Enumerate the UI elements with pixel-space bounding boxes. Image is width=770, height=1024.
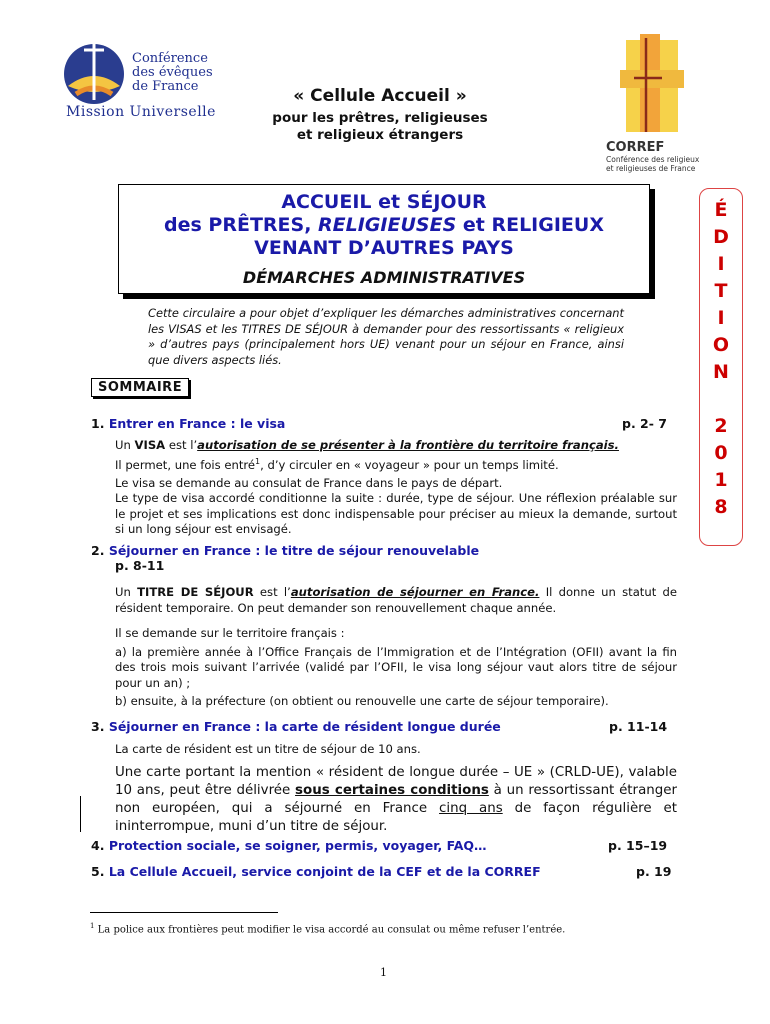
- edition-letter: [700, 386, 742, 413]
- section-3-body: [115, 742, 677, 836]
- section-number: 4.: [91, 838, 105, 853]
- s2-p1: [115, 585, 677, 616]
- section-3-heading: [91, 719, 501, 734]
- title-line1: ACCUEIL et SÉJOUR: [281, 191, 487, 213]
- title-line2-b: RELIGIEUSES: [318, 214, 457, 236]
- edition-letter: T: [714, 280, 728, 302]
- footnote: [90, 922, 565, 935]
- title-box: [118, 184, 650, 294]
- footnote-ref: 1: [255, 456, 261, 466]
- edition-letter: 2: [714, 415, 728, 437]
- corref-sub1: Conférence des religieux: [606, 155, 700, 164]
- mission-universelle: Mission Universelle: [66, 104, 216, 120]
- title-line2-c: et RELIGIEUX: [456, 214, 604, 236]
- section-2-body: [115, 585, 677, 710]
- s2-p1-a: Un: [115, 585, 138, 599]
- edition-badge: [699, 188, 743, 546]
- cellule-sub2: et religieux étrangers: [296, 127, 464, 143]
- section-1-heading: [91, 416, 285, 431]
- section-title: Séjourner en France : le titre de séjour renouvelable: [108, 543, 480, 558]
- cellule-header: [230, 86, 530, 144]
- corref-sub2: et religieuses de France: [606, 164, 696, 173]
- s1-p3: Le visa se demande au consulat de France dans le pays de départ.: [115, 475, 503, 490]
- corref-mark-icon: [604, 30, 704, 136]
- s3-p2-d: cinq ans: [439, 800, 503, 816]
- cef-line: des évêques: [132, 65, 213, 80]
- section-2-page: p. 8-11: [115, 558, 165, 573]
- section-number: 2.: [91, 543, 105, 558]
- section-5-heading: [91, 864, 541, 879]
- edition-letter: D: [713, 226, 729, 248]
- s1-p1: [115, 438, 677, 454]
- cef-line: de France: [132, 79, 199, 94]
- section-number: 3.: [91, 719, 105, 734]
- edition-letter: I: [717, 307, 725, 329]
- footnote-number: 1: [90, 922, 95, 930]
- edition-letter: É: [714, 199, 728, 221]
- footnote-separator: [90, 912, 278, 913]
- section-number: 1.: [91, 416, 105, 431]
- edition-letter: 0: [714, 442, 728, 464]
- footnote-text: La police aux frontières peut modifier le visa accordé au consulat ou même refuser l’entrée.: [97, 924, 566, 936]
- intro-paragraph: Cette circulaire a pour objet d’expliquer les démarches administratives concernant les VISAS et les TITRES DE SÉJOUR à demander pour des ressortissants « religieux » d’autres pays (principalement hors UE) venant pour un séjour en France, ainsi que divers aspects liés.: [148, 306, 624, 367]
- s2-p2: Il se demande sur le territoire français :: [115, 626, 345, 640]
- title-line3: VENANT D’AUTRES PAYS: [254, 237, 514, 259]
- section-4-heading: [91, 838, 487, 853]
- s2-p1-c: est l’: [253, 585, 291, 599]
- edition-letter: I: [717, 253, 725, 275]
- s1-p4: Le type de visa accordé conditionne la suite : durée, type de séjour. Une réflexion préalable sur le projet et ses implications est donc indispensable pour préciser au mieux la demande, surtout si un long séjour est envisagé.: [115, 491, 677, 537]
- title-line2: [119, 214, 649, 237]
- section-1-body: [115, 438, 677, 538]
- section-title: La Cellule Accueil, service conjoint de la CEF et de la CORREF: [108, 864, 541, 879]
- section-title: Protection sociale, se soigner, permis, voyager, FAQ…: [108, 838, 487, 853]
- s3-p2-c: à un ressortissant étranger non européen, qui a séjourné en France: [115, 782, 678, 816]
- s1-p1-a: Un: [115, 438, 135, 452]
- s1-p2-b: , d’y circuler en « voyageur » pour un temps limité.: [260, 457, 559, 472]
- section-title: Séjourner en France : la carte de résident longue durée: [108, 719, 501, 734]
- title-subtitle: DÉMARCHES ADMINISTRATIVES: [242, 268, 526, 287]
- s3-p2-b: sous certaines conditions: [295, 782, 489, 798]
- margin-change-bar: [80, 796, 81, 832]
- title-line2-a: des PRÊTRES,: [164, 214, 319, 236]
- corref-logo: [604, 30, 704, 180]
- section-1-page: p. 2- 7: [622, 416, 667, 431]
- section-title: Entrer en France : le visa: [108, 416, 286, 431]
- sommaire-heading: SOMMAIRE: [91, 378, 189, 397]
- section-5-page: p. 19: [636, 864, 672, 879]
- s1-p1-c: est l’: [165, 438, 198, 452]
- section-2-heading: [91, 543, 681, 573]
- corref-name: CORREF: [606, 140, 665, 155]
- s3-p2-e: de façon régulière et ininterrompue, muni d’un titre de séjour.: [115, 800, 678, 834]
- section-4-page: p. 15–19: [608, 838, 668, 853]
- edition-letter: O: [712, 334, 730, 356]
- cellule-sub1: pour les prêtres, religieuses: [272, 110, 488, 126]
- s3-p2: [115, 764, 677, 836]
- s2-p1-b: TITRE DE SÉJOUR: [137, 585, 254, 599]
- s1-p1-d: autorisation de se présenter à la frontière du territoire français.: [197, 438, 619, 452]
- cef-line: Conférence: [132, 51, 208, 66]
- edition-letter: N: [713, 361, 729, 383]
- s2-p4: b) ensuite, à la préfecture (on obtient ou renouvelle une carte de séjour temporaire).: [115, 694, 609, 708]
- s2-p1-e: Il donne un statut de résident temporaire. On peut demander son renouvellement chaque année.: [115, 585, 678, 615]
- s1-p1-b: VISA: [134, 438, 166, 452]
- section-number: 5.: [91, 864, 105, 879]
- s1-p2-a: Il permet, une fois entré: [115, 457, 256, 472]
- s2-p3: a) la première année à l’Office Français de l’Immigration et de l’Intégration (OFII) avant la fin des trois mois suivant l’arrivée (validé par l’OFII, le visa long séjour vaut alors titre de séjour pour un an) ;: [115, 644, 677, 690]
- edition-letter: 8: [714, 496, 728, 518]
- section-3-page: p. 11-14: [609, 719, 668, 734]
- cef-name: [132, 52, 213, 94]
- s3-p2-a: Une carte portant la mention « résident de longue durée – UE » (CRLD-UE), valable 10 ans, peut être délivrée: [115, 764, 677, 798]
- edition-letter: 1: [714, 469, 728, 491]
- s1-p2: [115, 454, 677, 473]
- s3-p1: La carte de résident est un titre de séjour de 10 ans.: [115, 742, 421, 756]
- page-number: 1: [380, 966, 387, 979]
- s2-p1-d: autorisation de séjourner en France.: [290, 585, 540, 599]
- cellule-title: « Cellule Accueil »: [293, 86, 467, 106]
